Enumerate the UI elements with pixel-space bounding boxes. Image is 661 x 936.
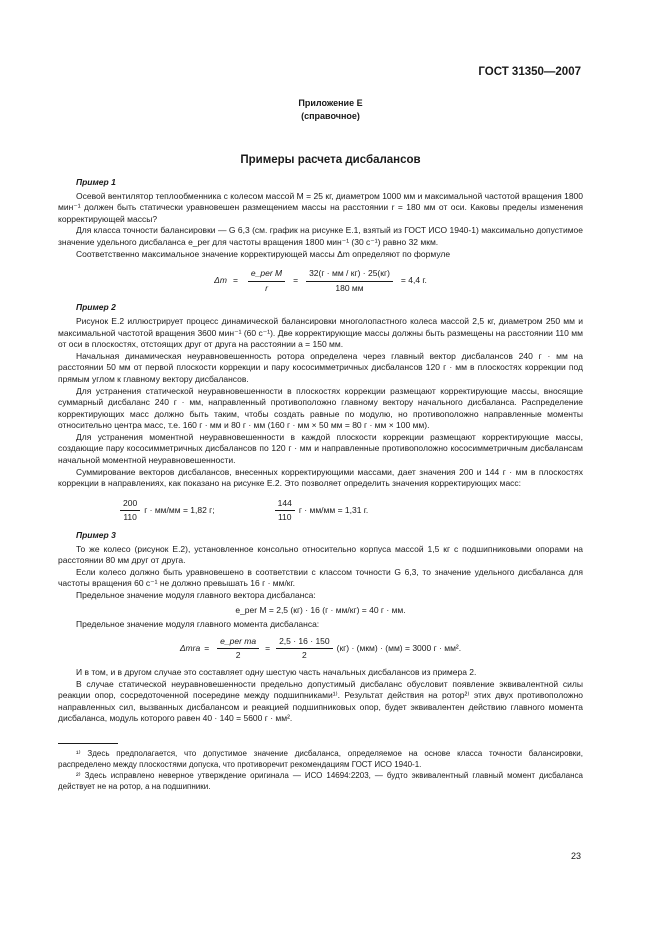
footnote-1: ¹⁾ Здесь предполагается, что допустимое значение дисбаланса, определяемое на основе класса точности балансировки, распределено между плоскостями допуска, что противоречит рекомендациям ГОСТ ИСО 1940-1. (58, 748, 583, 769)
moment-fraction-1-numerator: e_per ma (217, 636, 259, 650)
example-2-paragraph-1: Рисунок Е.2 иллюстрирует процесс динамической балансировки многолопастного колеса массой 2,5 кг, диаметром 250 мм и максимальной частотой вращения 3600 мин⁻¹ (60 с⁻¹). Две корректирующие массы должны быть размещены на расстоянии 110 мм от оси в плоскостях, отстоящих друг от друга на расстоянии a = 150 мм. (58, 315, 583, 350)
fraction-2-numerator: 32(г · мм / кг) · 25(кг) (306, 268, 393, 282)
example-2-paragraph-2: Начальная динамическая неуравновешенность ротора определена через главный вектор дисбалансов 240 г · мм на расстоянии 50 мм от первой плоскости коррекции и пару кососимметричных дисбалансов 120 г · мм в плоскостях коррекции под прямым углом к главному вектору дисбалансов. (58, 350, 583, 384)
ratio-1-numerator: 200 (120, 498, 140, 512)
moment-fraction-2-numerator: 2,5 · 16 · 150 (276, 636, 333, 650)
document-body (58, 176, 583, 792)
formula-equals: = (232, 275, 238, 286)
footnote-divider (58, 743, 118, 744)
example-3-paragraph-5: И в том, и в другом случае это составляет одну шестую часть начальных дисбалансов из примера 2. (76, 666, 477, 677)
example-3-paragraph-2: Если колесо должно быть уравновешено в соответствии с классом точности G 6,3, то значение удельного дисбаланса для частоты вращения 60 с⁻¹ не должно превышать 16 г · мм/кг. (58, 566, 583, 589)
fraction-2-denominator: 180 мм (335, 282, 364, 293)
example-2-paragraph-3: Для устранения статической неуравновешенности в плоскостях коррекции размещают корректирующие массы, вносящие суммарный дисбаланс 240 г · мм, направленный противоположно главному вектору начального дисбаланса. Распределение корректирующих масс должно быть таким, чтобы создать равные по модулю, но противоположно направленные моменты относительно центра масс, т.е. 160 г · мм и 80 г · мм (160 г · мм × 50 мм = 80 г · мм × 100 мм). (58, 385, 583, 431)
example-2-paragraph-4: Для устранения моментной неуравновешенности в каждой плоскости коррекции размещают корректирующие массы, создающие пару кососимметричных дисбалансов по 120 г · мм и направленные противоположно кососимметричным дисбалансам начальной моментной неуравновешенности. (58, 431, 583, 466)
formula-lhs: Δm (214, 275, 227, 286)
example-3-label: Пример 3 (76, 530, 116, 541)
section-heading: Примеры расчета дисбалансов (240, 154, 421, 166)
example-3-paragraph-4: Предельное значение модуля главного момента дисбаланса: (76, 619, 320, 630)
example-2-paragraph-5: Суммирование векторов дисбалансов, внесенных корректирующими массами, дает значения 200 и 144 г · мм в плоскостях коррекции в направлениях, как показано на рисунке Е.2. Это позволяет определить значения корректирующих масс: (58, 466, 583, 489)
formula-fraction-2 (306, 268, 393, 294)
formula-delta-m: Δm = $\frac{\text{e\_per M}}{r}$ = $\frac{32(г \cdot мм / кг) \cdot 25(кг)}{180 мм}$ = 4,4 г. (214, 268, 427, 293)
ratio-2 (271, 498, 369, 524)
formula-result: = 4,4 г. (400, 275, 427, 286)
ratio-2-numerator: 144 (275, 498, 295, 512)
ratio-1-denominator: 110 (123, 512, 137, 523)
example-1-paragraph-3: Соответственно максимальное значение корректирующей массы Δm определяют по формуле (76, 248, 451, 259)
example-1-paragraph-2: Для класса точности балансировки — G 6,3 (см. график на рисунке Е.1, взятый из ГОСТ ИСО 1940-1) максимально допустимое значение удельного дисбаланса e_per для частоты вращения 1800 мин⁻¹ (30 с⁻¹) равно 32 мкм. (58, 225, 583, 247)
fraction-1-numerator: e_per M (248, 268, 285, 282)
annex-subtitle: (справочное) (301, 111, 360, 121)
example-2-label: Пример 2 (76, 302, 116, 313)
formula-main-moment: Δmra = $\frac{\text{e\_per ma}}{2}$ = $\frac{2,5 \cdot 16 \cdot 150}{2}$ (кг) · (мкм) · (мм) = 3000 г · мм². (179, 635, 462, 661)
example-3-paragraph-6: В случае статической неуравновешенности предельно допустимый дисбаланс обусловит появление эквивалентной силы реакции опор, сосредоточенной посередине между подшипниками¹⁾. Результат действия на ротор²⁾ этих двух противоположно направленных сил, вызванных дисбалансом и реакцией подшипниковых опор, будет эквивалентен действию главного момента дисбаланса, модуль которого равен 40 · 140 = 5600 г · мм². (58, 678, 583, 724)
formula-fraction-1 (248, 268, 285, 294)
example-1-label: Пример 1 (76, 177, 116, 187)
standard-number: ГОСТ 31350—2007 (478, 66, 581, 78)
ratio-1 (116, 498, 215, 524)
annex-header (0, 97, 661, 123)
footnote-2: ²⁾ Здесь исправлено неверное утверждение оригинала — ИСО 14694:2203, — будто эквивалентный главный момент дисбаланса действует не на ротор, а на подшипники. (58, 770, 583, 791)
example-3-paragraph-3: Предельное значение модуля главного вектора дисбаланса: (76, 590, 316, 600)
page-number: 23 (570, 851, 581, 861)
ratio-1-result: г · мм/мм = 1,82 г; (144, 505, 215, 516)
moment-lhs: Δmra (179, 643, 201, 654)
example-3-paragraph-1: То же колесо (рисунок Е.2), установленное консольно относительно корпуса массой 1,5 кг с подшипниковыми опорами на расстоянии 80 мм друг от друга. (58, 543, 583, 566)
moment-fraction-1-denominator: 2 (235, 650, 241, 661)
annex-title: Приложение Е (298, 98, 363, 108)
ratio-2-denominator: 110 (277, 512, 292, 523)
fraction-1-denominator: r (265, 282, 268, 293)
moment-result: (кг) · (мкм) · (мм) = 3000 г · мм². (336, 643, 462, 654)
correction-mass-ratios (116, 498, 583, 524)
example-1-paragraph-1: Осевой вентилятор теплообменника с колесом массой M = 25 кг, диаметром 1000 мм и максимальной частотой вращения 1800 мин⁻¹ должен быть статически уравновешен размещением массы на расстоянии r = 180 мм от оси. Каковы пределы изменения корректирующей массы? (58, 190, 583, 224)
ratio-2-result: г · мм/мм = 1,31 г. (298, 505, 369, 516)
moment-fraction-2-denominator: 2 (301, 650, 307, 661)
equation-main-vector: e_per M = 2,5 (кг) · 16 (г · мм/кг) = 40 г · мм. (235, 604, 406, 615)
